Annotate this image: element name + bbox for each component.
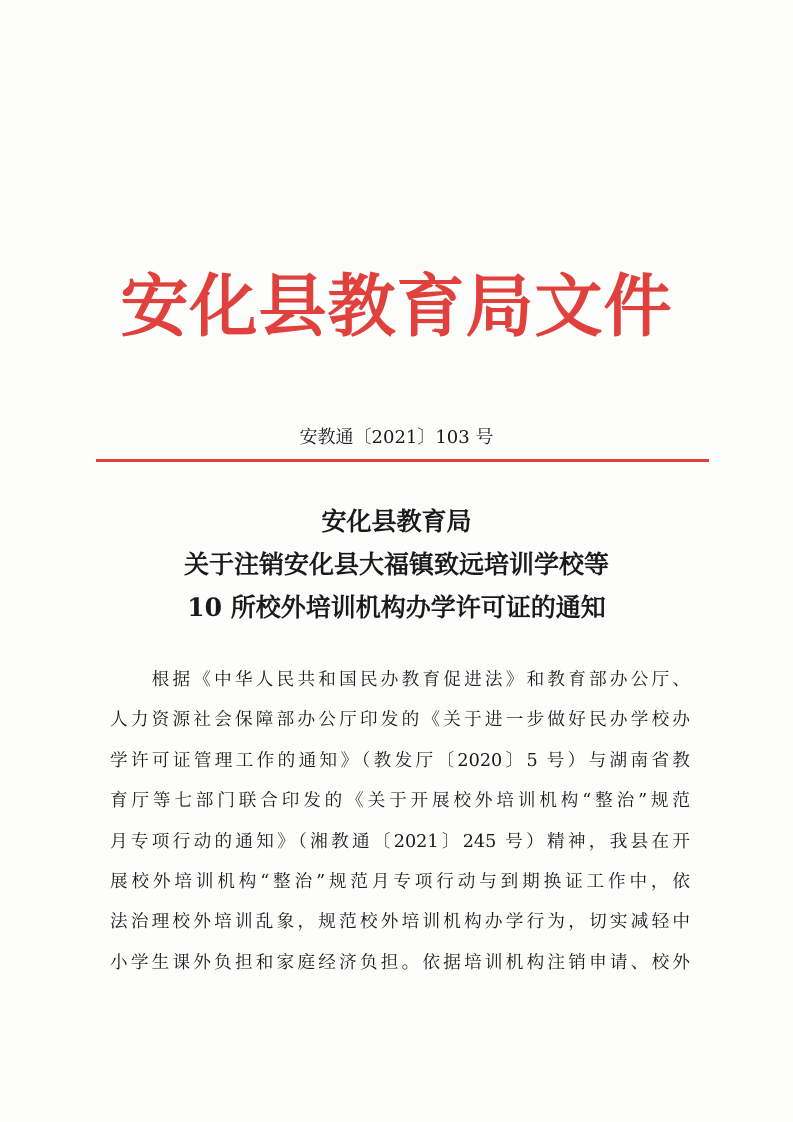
title-line-3: 10 所校外培训机构办学许可证的通知 bbox=[187, 593, 606, 622]
body-line: 人力资源社会保障部办公厅印发的《关于进一步做好民办学校办 bbox=[110, 710, 690, 731]
body-line: 展校外培训机构“整治”规范月专项行动与到期换证工作中，依 bbox=[110, 871, 690, 892]
body-line: 月专项行动的通知》（湘教通〔2021〕245 号）精神，我县在开 bbox=[110, 831, 690, 852]
document-masthead: 安化县教育局文件 bbox=[120, 267, 673, 347]
notice-body bbox=[110, 660, 690, 983]
body-line: 育厅等七部门联合印发的《关于开展校外培训机构“整治”规范 bbox=[110, 791, 690, 812]
body-line: 小学生课外负担和家庭经济负担。依据培训机构注销申请、校外 bbox=[110, 952, 690, 973]
red-separator-line bbox=[96, 459, 709, 462]
document-number: 安教通〔2021〕103 号 bbox=[299, 427, 494, 448]
notice-title bbox=[40, 500, 753, 629]
body-line: 根据《中华人民共和国民办教育促进法》和教育部办公厅、 bbox=[110, 670, 690, 690]
title-line-1: 安化县教育局 bbox=[321, 507, 472, 536]
body-line: 法治理校外培训乱象，规范校外培训机构办学行为，切实减轻中 bbox=[110, 912, 690, 933]
body-line: 学许可证管理工作的通知》（教发厅〔2020〕5 号）与湖南省教 bbox=[110, 750, 690, 771]
title-line-2: 关于注销安化县大福镇致远培训学校等 bbox=[183, 550, 609, 579]
